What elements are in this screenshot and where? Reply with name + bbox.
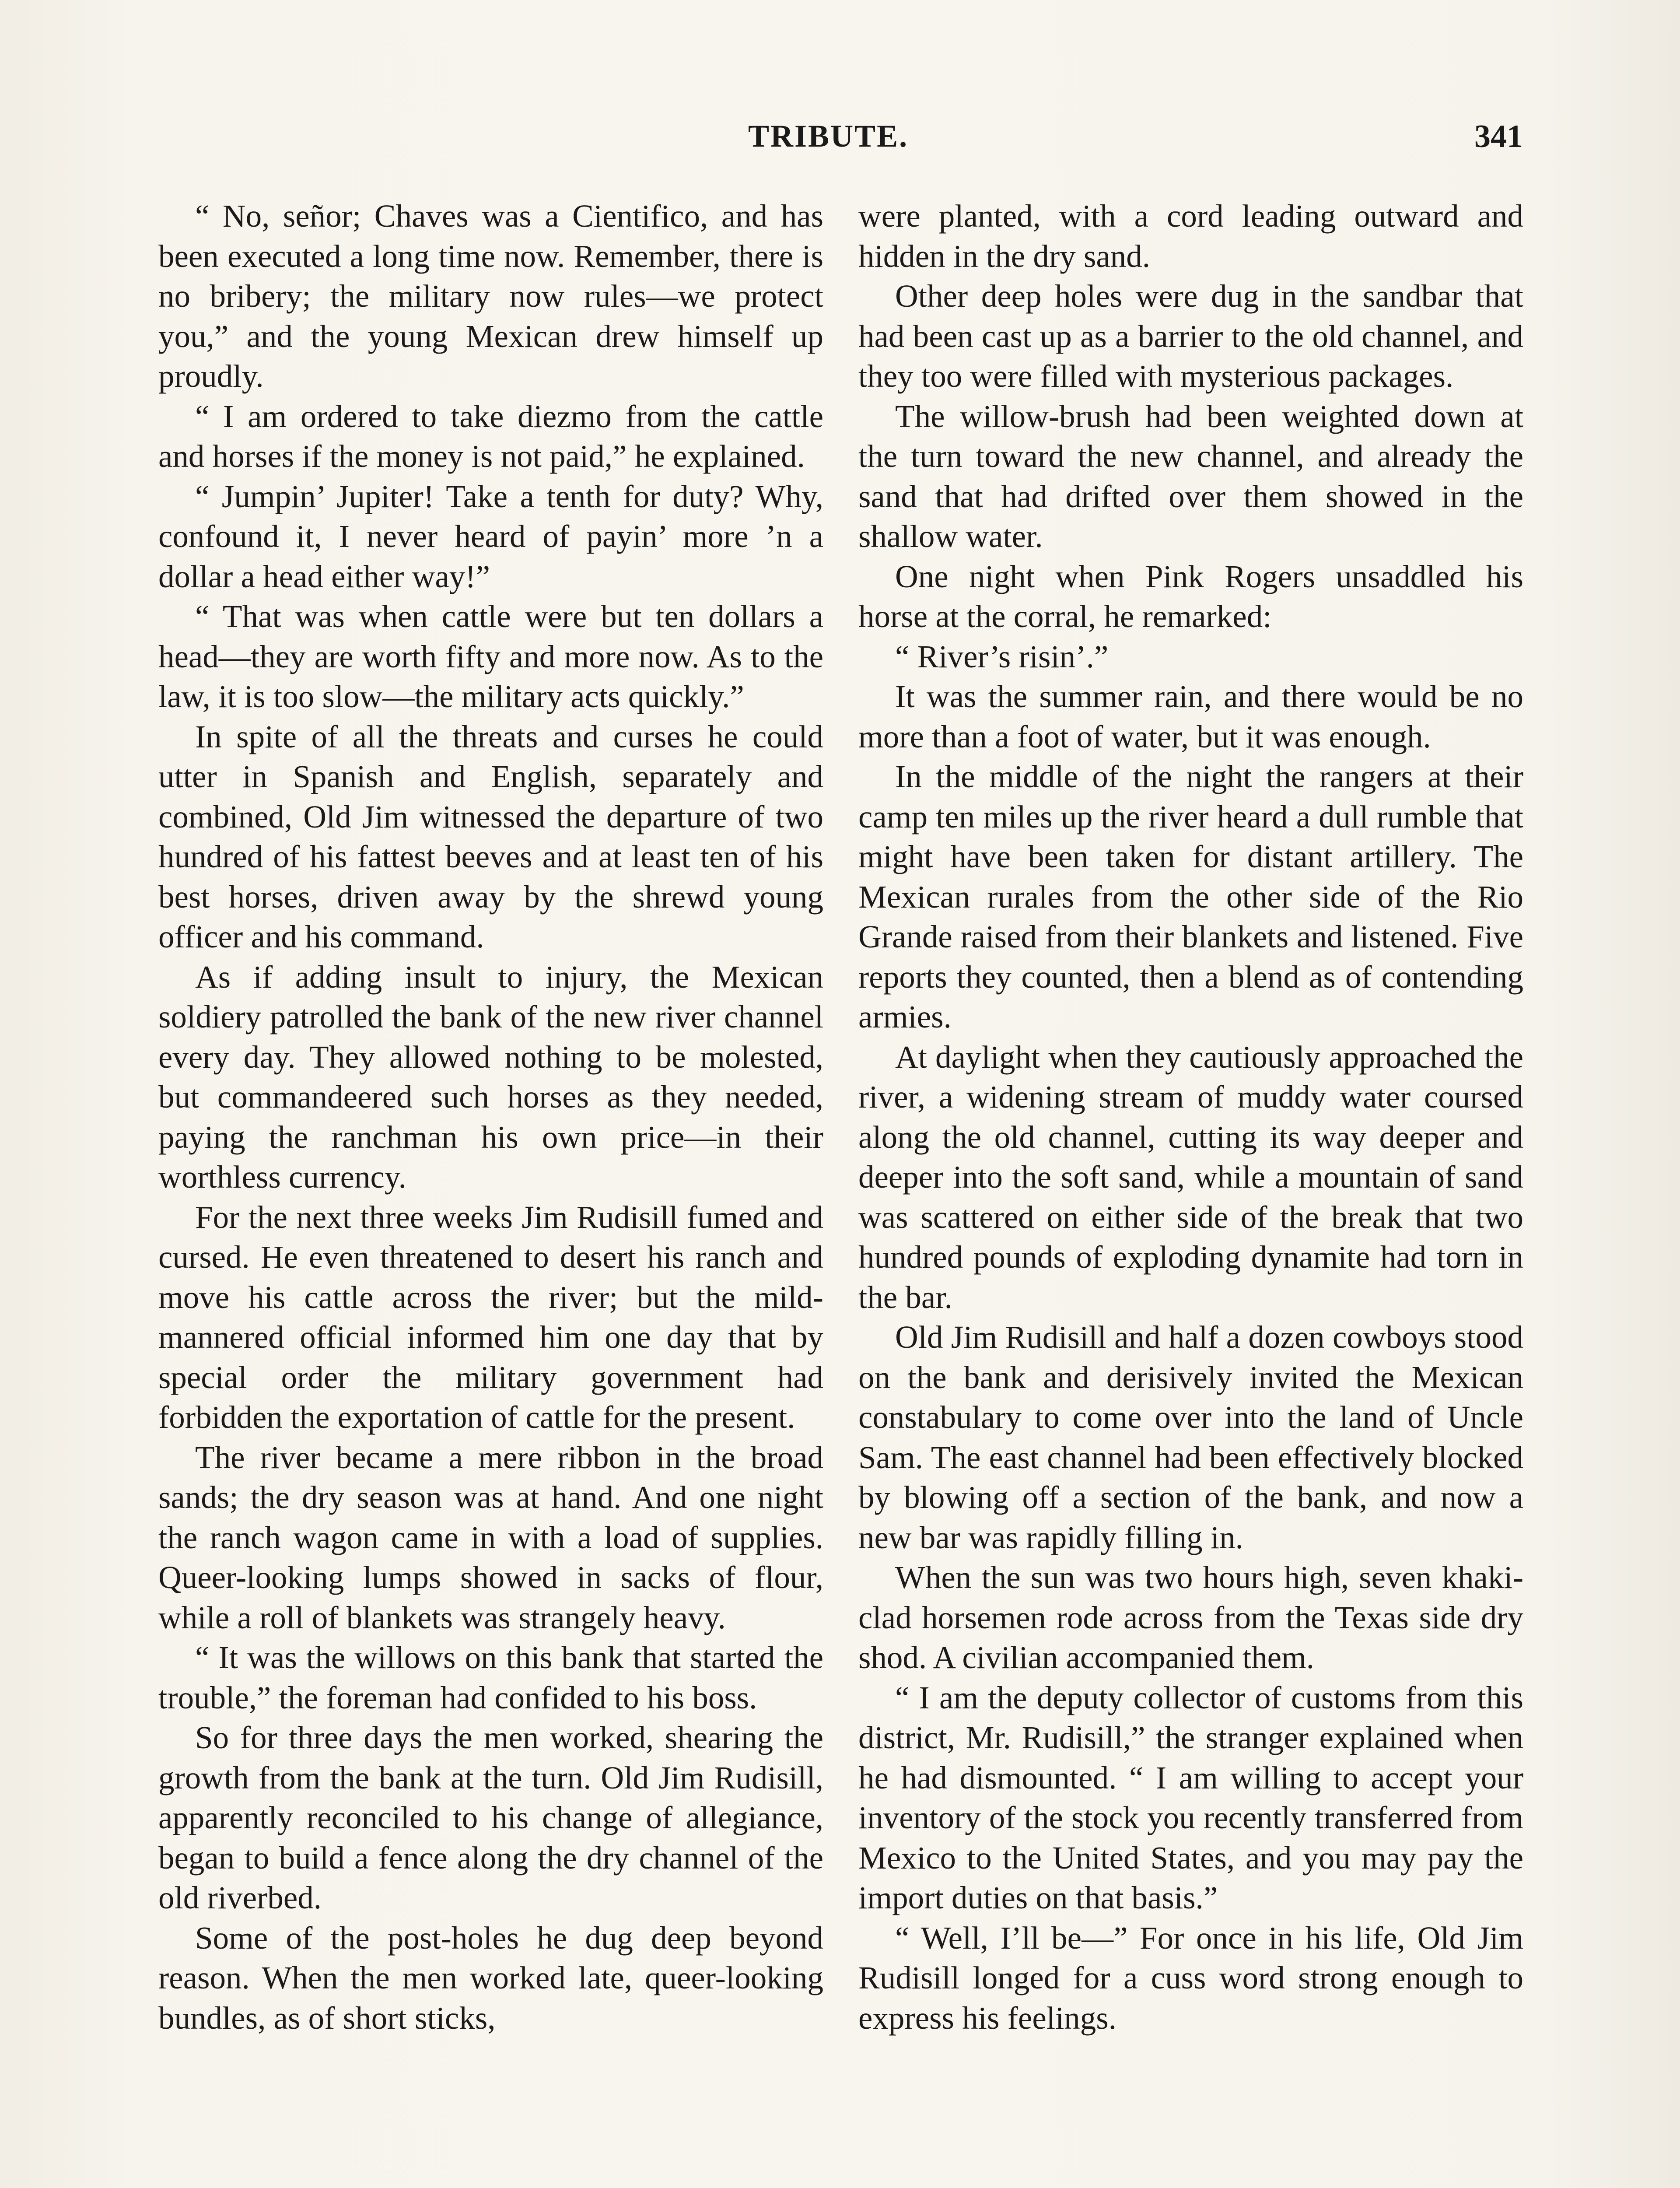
page-number: 341 [1474, 119, 1523, 154]
paragraph: As if adding insult to injury, the Mexican soldiery patrolled the bank of the new river channel every day. They allowed nothing to be molested, but commandeered such horses as they needed, paying the ranchman his own price—in their worthless currency. [158, 959, 823, 1195]
paragraph: For the next three weeks Jim Rudisill fumed and cursed. He even threatened to desert his ranch and move his cattle across the river; but the mild-mannered official informed him one day that by special order the military government had forbidden the exportation of cattle for the present. [158, 1199, 823, 1435]
paragraph: Other deep holes were dug in the sandbar that had been cast up as a barrier to the old channel, and they too were filled with mysterious packages. [858, 278, 1523, 394]
paragraph: “ No, señor; Chaves was a Cientifico, and has been executed a long time now. Remember, there is no bribery; the military now rules—we protect you,” and the young Mexican drew himself up proudly. [158, 198, 823, 394]
paragraph: At daylight when they cautiously approached the river, a widening stream of muddy water coursed along the old channel, cutting its way deeper and deeper into the soft sand, while a mountain of sand was scattered on either side of the break that two hundred pounds of exploding dynamite had torn in the bar. [858, 1039, 1523, 1315]
paragraph: “ That was when cattle were but ten dollars a head—they are worth fifty and more now. As to the law, it is too slow—the military acts quickly.” [158, 599, 823, 714]
paragraph: When the sun was two hours high, seven khaki-clad horsemen rode across from the Texas side dry shod. A civilian accompanied them. [858, 1560, 1523, 1675]
paragraph: In the middle of the night the rangers at their camp ten miles up the river heard a dull rumble that might have been taken for distant artillery. The Mexican rurales from the other side of the Rio Grande raised from their blankets and listened. Five reports they counted, then a blend as of contending armies. [858, 759, 1523, 1034]
paragraph: In spite of all the threats and curses he could utter in Spanish and English, separately and combined, Old Jim witnessed the departure of two hundred of his fattest beeves and at least ten of his best horses, driven away by the shrewd young officer and his command. [158, 719, 823, 954]
right-column [858, 196, 1523, 2038]
paragraph: “ I am ordered to take diezmo from the cattle and horses if the money is not paid,” he explained. [158, 398, 823, 474]
paragraph: The river became a mere ribbon in the broad sands; the dry season was at hand. And one night the ranch wagon came in with a load of supplies. Queer-looking lumps showed in sacks of flour, while a roll of blankets was strangely heavy. [158, 1439, 823, 1635]
paragraph-continued: were planted, with a cord leading outward and hidden in the dry sand. [858, 198, 1523, 274]
paragraph: The willow-brush had been weighted down at the turn toward the new channel, and already the sand that had drifted over them showed in the shallow water. [858, 398, 1523, 554]
paragraph: Old Jim Rudisill and half a dozen cowboys stood on the bank and derisively invited the Mexican constabulary to come over into the land of Uncle Sam. The east channel had been effectively blocked by blowing off a section of the bank, and now a new bar was rapidly filling in. [858, 1319, 1523, 1555]
running-head: TRIBUTE. [748, 119, 909, 154]
paragraph: “ I am the deputy collector of customs from this district, Mr. Rudisill,” the stranger explained when he had dismounted. “ I am willing to accept your inventory of the stock you recently transferred from Mexico to the United States, and you may pay the import duties on that basis.” [858, 1680, 1523, 1915]
paragraph: “ It was the willows on this bank that started the trouble,” the foreman had confided to his boss. [158, 1640, 823, 1715]
paragraph: One night when Pink Rogers unsaddled his horse at the corral, he remarked: [858, 558, 1523, 634]
paragraph: “ Jumpin’ Jupiter! Take a tenth for duty? Why, confound it, I never heard of payin’ more ’n a dollar a head either way!” [158, 478, 823, 594]
paragraph: It was the summer rain, and there would be no more than a foot of water, but it was enough. [858, 679, 1523, 754]
paragraph: Some of the post-holes he dug deep beyond reason. When the men worked late, queer-looking bundles, as of short sticks, [158, 1920, 823, 2036]
paragraph: “ Well, I’ll be—” For once in his life, Old Jim Rudisill longed for a cuss word strong enough to express his feelings. [858, 1920, 1523, 2036]
paragraph: “ River’s risin’.” [895, 638, 1109, 674]
left-column [158, 196, 823, 2038]
paragraph: So for three days the men worked, shearing the growth from the bank at the turn. Old Jim Rudisill, apparently reconciled to his change of allegiance, began to build a fence along the dry channel of the old riverbed. [158, 1720, 823, 1915]
